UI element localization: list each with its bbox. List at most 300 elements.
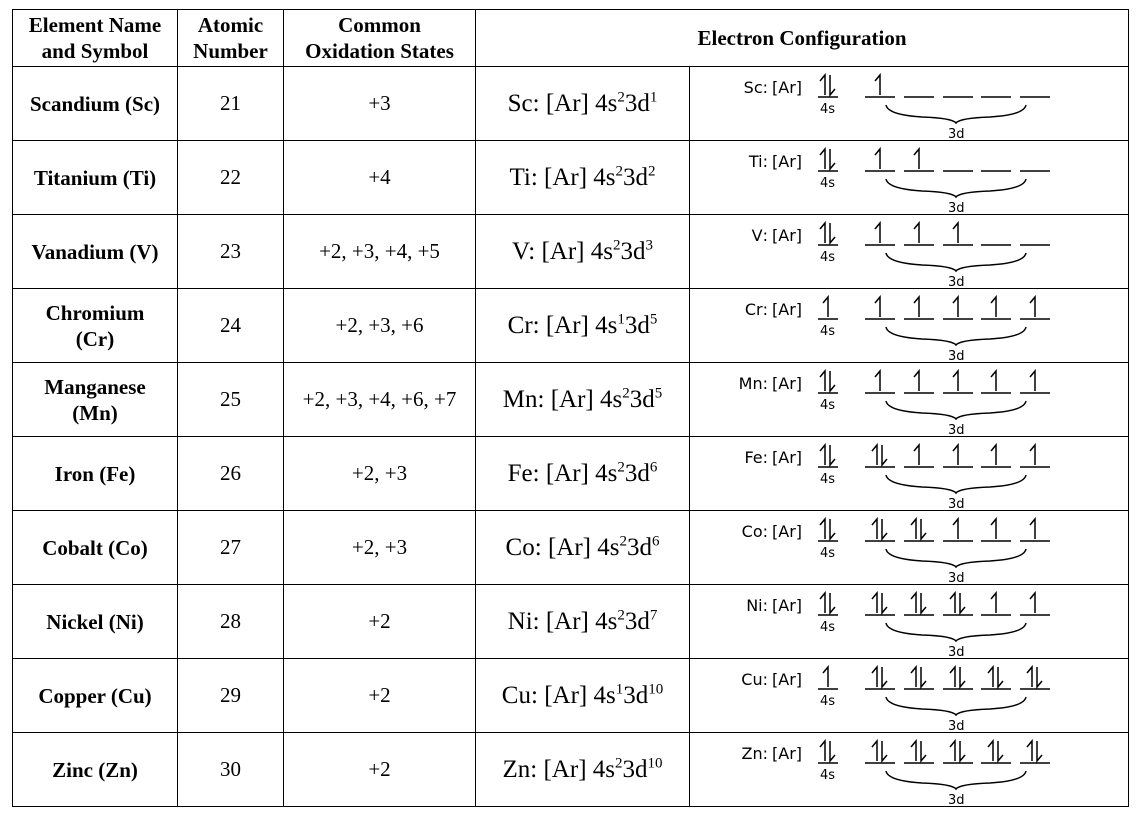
orbital-diagram-cell bbox=[690, 585, 1129, 659]
brace-3d bbox=[886, 623, 1026, 641]
orbital-3d bbox=[1020, 667, 1050, 689]
diagram-core: [Ar] bbox=[772, 226, 803, 245]
electron-up-arrow bbox=[875, 149, 880, 169]
electron-down-arrow bbox=[830, 445, 835, 465]
atomic-number: 23 bbox=[178, 215, 284, 289]
electron-up-arrow bbox=[875, 75, 880, 95]
orbital-3d bbox=[981, 519, 1011, 541]
brace-3d bbox=[886, 105, 1026, 123]
config-symbol: Cu bbox=[501, 681, 531, 709]
electron-down-arrow bbox=[960, 667, 965, 687]
orbital-3d bbox=[943, 741, 973, 763]
electron-up-arrow bbox=[820, 741, 825, 761]
element-row bbox=[13, 511, 1129, 585]
element-name bbox=[13, 511, 178, 585]
oxidation-states: +2 bbox=[284, 585, 476, 659]
diagram-symbol: Zn bbox=[741, 744, 763, 763]
electron-up-arrow bbox=[823, 667, 828, 687]
electron-up-arrow bbox=[823, 297, 828, 317]
electron-up-arrow bbox=[953, 297, 958, 317]
orbital-4s bbox=[818, 667, 838, 689]
element-name bbox=[13, 659, 178, 733]
config-s-count: 2 bbox=[622, 385, 630, 402]
diagram-core: [Ar] bbox=[772, 152, 803, 171]
electron-up-arrow bbox=[991, 297, 996, 317]
config-core: [Ar] bbox=[545, 459, 589, 487]
electron-up-arrow bbox=[1027, 667, 1032, 687]
label-3d: 3d bbox=[948, 571, 965, 583]
electron-up-arrow bbox=[953, 223, 958, 243]
orbital-3d bbox=[1020, 297, 1050, 319]
label-3d: 3d bbox=[948, 793, 965, 805]
orbital-4s bbox=[818, 75, 838, 97]
electron-down-arrow bbox=[921, 519, 926, 539]
electron-up-arrow bbox=[820, 519, 825, 539]
orbital-diagram bbox=[690, 437, 1127, 509]
oxidation-states: +2, +3, +6 bbox=[284, 289, 476, 363]
orbital-diagram-cell bbox=[690, 215, 1129, 289]
element-name bbox=[13, 363, 178, 437]
orbital-4s bbox=[818, 371, 838, 393]
config-symbol: Sc bbox=[507, 89, 533, 117]
electron-down-arrow bbox=[998, 667, 1003, 687]
config-symbol: V bbox=[512, 237, 529, 265]
oxidation-states: +3 bbox=[284, 67, 476, 141]
electron-up-arrow bbox=[914, 149, 919, 169]
header-line: Atomic bbox=[197, 13, 264, 37]
orbital-diagram bbox=[690, 289, 1127, 361]
brace-3d bbox=[886, 401, 1026, 419]
element-name-line: Vanadium (V) bbox=[31, 239, 159, 264]
diagram-symbol: Cr bbox=[744, 300, 763, 319]
electron-up-arrow bbox=[953, 371, 958, 391]
label-4s: 4s bbox=[820, 398, 836, 413]
electron-up-arrow bbox=[872, 445, 877, 465]
orbital-diagram-cell bbox=[690, 67, 1129, 141]
label-3d: 3d bbox=[948, 423, 965, 435]
config-core: [Ar] bbox=[545, 89, 589, 117]
header-line: Common bbox=[338, 13, 421, 37]
orbital-3d bbox=[981, 741, 1011, 763]
orbital-diagram bbox=[690, 141, 1127, 213]
label-3d: 3d bbox=[948, 719, 965, 731]
atomic-number: 30 bbox=[178, 733, 284, 807]
orbital-3d bbox=[865, 75, 895, 97]
label-3d: 3d bbox=[948, 275, 965, 287]
electron-down-arrow bbox=[882, 741, 887, 761]
diagram-symbol: Cu bbox=[741, 670, 763, 689]
diagram-symbol: V bbox=[751, 226, 763, 245]
electron-up-arrow bbox=[950, 741, 955, 761]
electron-up-arrow bbox=[911, 519, 916, 539]
orbital-diagram-cell bbox=[690, 289, 1129, 363]
config-s-count: 2 bbox=[615, 755, 623, 772]
electron-down-arrow bbox=[960, 593, 965, 613]
config-d-count: 10 bbox=[648, 681, 664, 698]
diagram-symbol: Mn bbox=[738, 374, 763, 393]
element-name bbox=[13, 67, 178, 141]
diagram-symbol: Ni bbox=[746, 596, 763, 615]
label-3d: 3d bbox=[948, 645, 965, 657]
orbital-3d bbox=[865, 371, 895, 393]
config-d-count: 2 bbox=[648, 163, 656, 180]
config-core: [Ar] bbox=[545, 311, 589, 339]
header-row bbox=[13, 10, 1129, 67]
orbital-3d bbox=[1020, 519, 1050, 541]
orbital-4s bbox=[818, 445, 838, 467]
orbital-3d bbox=[904, 223, 934, 245]
brace-3d bbox=[886, 549, 1026, 567]
label-4s: 4s bbox=[820, 694, 836, 709]
electron-up-arrow bbox=[991, 371, 996, 391]
config-core: [Ar] bbox=[547, 533, 591, 561]
orbital-4s bbox=[818, 741, 838, 763]
config-d-count: 5 bbox=[654, 385, 663, 402]
element-name-line: Copper (Cu) bbox=[38, 683, 152, 708]
orbital-diagram-cell bbox=[690, 363, 1129, 437]
element-row bbox=[13, 215, 1129, 289]
diagram-colon: : bbox=[762, 226, 768, 245]
atomic-number: 27 bbox=[178, 511, 284, 585]
electron-up-arrow bbox=[988, 667, 993, 687]
oxidation-states: +4 bbox=[284, 141, 476, 215]
config-symbol: Mn bbox=[502, 385, 538, 413]
electron-down-arrow bbox=[830, 741, 835, 761]
diagram-colon: : bbox=[762, 522, 768, 541]
electron-up-arrow bbox=[991, 445, 996, 465]
electron-up-arrow bbox=[820, 593, 825, 613]
config-core: [Ar] bbox=[550, 385, 594, 413]
electron-down-arrow bbox=[960, 741, 965, 761]
orbital-diagram-cell bbox=[690, 511, 1129, 585]
element-name-line: Chromium bbox=[45, 300, 145, 325]
orbital-diagram bbox=[690, 67, 1127, 139]
orbital-diagram-cell bbox=[690, 437, 1129, 511]
orbital-3d bbox=[943, 223, 973, 245]
electron-down-arrow bbox=[830, 75, 835, 95]
electron-up-arrow bbox=[914, 371, 919, 391]
orbital-diagram bbox=[690, 659, 1127, 731]
element-name bbox=[13, 733, 178, 807]
orbital-3d bbox=[943, 593, 973, 615]
label-4s: 4s bbox=[820, 768, 836, 783]
diagram-core: [Ar] bbox=[772, 300, 803, 319]
orbital-3d bbox=[981, 297, 1011, 319]
config-symbol: Cr bbox=[507, 311, 533, 339]
orbital-4s bbox=[818, 297, 838, 319]
config-s-count: 2 bbox=[612, 237, 621, 254]
config-d-count: 3 bbox=[645, 237, 653, 254]
element-name-line: Titanium (Ti) bbox=[33, 165, 157, 190]
element-row bbox=[13, 363, 1129, 437]
orbital-3d bbox=[865, 223, 895, 245]
orbital-diagram-cell bbox=[690, 659, 1129, 733]
electron-up-arrow bbox=[1030, 445, 1035, 465]
oxidation-states: +2, +3 bbox=[284, 437, 476, 511]
electron-down-arrow bbox=[830, 223, 835, 243]
label-4s: 4s bbox=[820, 324, 836, 339]
orbital-diagram bbox=[690, 511, 1127, 583]
oxidation-states: +2, +3 bbox=[284, 511, 476, 585]
electron-up-arrow bbox=[820, 75, 825, 95]
electron-configuration-text: Mn: [Ar] $4s^23d^5$ bbox=[476, 363, 690, 437]
atomic-number: 29 bbox=[178, 659, 284, 733]
orbital-3d bbox=[943, 445, 973, 467]
header-line: Oxidation States bbox=[305, 39, 454, 63]
electron-configuration-text: Cu: [Ar] $4s^13d^{10}$ bbox=[476, 659, 690, 733]
orbital-3d bbox=[904, 445, 934, 467]
config-d-count: 5 bbox=[649, 311, 658, 328]
config-s-count: 2 bbox=[617, 89, 625, 106]
orbital-3d bbox=[1020, 741, 1050, 763]
electron-down-arrow bbox=[882, 445, 887, 465]
electron-up-arrow bbox=[911, 667, 916, 687]
diagram-colon: : bbox=[762, 744, 768, 763]
orbital-3d bbox=[943, 297, 973, 319]
element-row bbox=[13, 437, 1129, 511]
orbital-3d bbox=[981, 445, 1011, 467]
label-4s: 4s bbox=[820, 250, 836, 265]
diagram-colon: : bbox=[762, 78, 768, 97]
orbital-4s bbox=[818, 593, 838, 615]
label-3d: 3d bbox=[948, 497, 965, 509]
orbital-3d bbox=[865, 445, 895, 467]
electron-up-arrow bbox=[991, 593, 996, 613]
electron-up-arrow bbox=[991, 519, 996, 539]
electron-up-arrow bbox=[953, 519, 958, 539]
config-symbol: Zn bbox=[502, 755, 531, 783]
electron-down-arrow bbox=[921, 667, 926, 687]
electron-down-arrow bbox=[830, 519, 835, 539]
orbital-4s bbox=[818, 149, 838, 171]
element-name bbox=[13, 437, 178, 511]
brace-3d bbox=[886, 253, 1026, 271]
atomic-number: 26 bbox=[178, 437, 284, 511]
electron-up-arrow bbox=[875, 297, 880, 317]
config-s-count: 2 bbox=[619, 533, 627, 550]
electron-up-arrow bbox=[1030, 371, 1035, 391]
element-row bbox=[13, 67, 1129, 141]
electron-up-arrow bbox=[872, 593, 877, 613]
electron-up-arrow bbox=[1027, 741, 1032, 761]
electron-up-arrow bbox=[875, 371, 880, 391]
config-symbol: Ti bbox=[509, 163, 531, 191]
config-d-count: 6 bbox=[649, 459, 658, 476]
electron-configuration-text: Fe: [Ar] $4s^23d^6$ bbox=[476, 437, 690, 511]
element-name-line: (Cr) bbox=[75, 326, 115, 351]
atomic-number: 28 bbox=[178, 585, 284, 659]
diagram-colon: : bbox=[762, 152, 768, 171]
orbital-diagram bbox=[690, 585, 1127, 657]
electron-up-arrow bbox=[914, 223, 919, 243]
orbital-diagram bbox=[690, 733, 1127, 805]
atomic-number: 21 bbox=[178, 67, 284, 141]
electron-configuration-text: Cr: [Ar] $4s^13d^5$ bbox=[476, 289, 690, 363]
orbital-3d bbox=[981, 371, 1011, 393]
config-d-count: 10 bbox=[647, 755, 663, 772]
header-line: and Symbol bbox=[41, 39, 149, 63]
element-name bbox=[13, 141, 178, 215]
orbital-3d bbox=[904, 519, 934, 541]
orbital-4s bbox=[818, 223, 838, 245]
orbital-diagram-cell bbox=[690, 733, 1129, 807]
element-row bbox=[13, 733, 1129, 807]
config-symbol: Co bbox=[505, 533, 535, 561]
config-d-count: 6 bbox=[651, 533, 660, 550]
electron-up-arrow bbox=[950, 667, 955, 687]
orbital-4s bbox=[818, 519, 838, 541]
label-4s: 4s bbox=[820, 102, 836, 117]
orbital-3d bbox=[865, 149, 895, 171]
transition-metals-table bbox=[12, 9, 1129, 807]
orbital-3d bbox=[865, 519, 895, 541]
element-name-line: Scandium (Sc) bbox=[29, 91, 161, 116]
oxidation-states: +2, +3, +4, +6, +7 bbox=[284, 363, 476, 437]
element-row bbox=[13, 141, 1129, 215]
orbital-3d bbox=[943, 667, 973, 689]
brace-3d bbox=[886, 697, 1026, 715]
header-element-name bbox=[13, 10, 178, 67]
diagram-colon: : bbox=[762, 596, 768, 615]
orbital-3d bbox=[1020, 445, 1050, 467]
orbital-3d bbox=[865, 593, 895, 615]
header-atomic-number bbox=[178, 10, 284, 67]
brace-3d bbox=[886, 179, 1026, 197]
electron-up-arrow bbox=[1030, 593, 1035, 613]
label-4s: 4s bbox=[820, 472, 836, 487]
label-4s: 4s bbox=[820, 546, 836, 561]
config-d-count: 1 bbox=[649, 89, 658, 106]
electron-up-arrow bbox=[988, 741, 993, 761]
electron-up-arrow bbox=[875, 223, 880, 243]
header-oxidation-states bbox=[284, 10, 476, 67]
element-name-line: (Mn) bbox=[72, 400, 118, 425]
oxidation-states: +2, +3, +4, +5 bbox=[284, 215, 476, 289]
electron-down-arrow bbox=[921, 741, 926, 761]
electron-down-arrow bbox=[1037, 667, 1042, 687]
electron-down-arrow bbox=[882, 593, 887, 613]
orbital-3d bbox=[943, 519, 973, 541]
electron-down-arrow bbox=[830, 593, 835, 613]
element-row bbox=[13, 659, 1129, 733]
electron-configuration-text: Co: [Ar] $4s^23d^6$ bbox=[476, 511, 690, 585]
electron-up-arrow bbox=[953, 445, 958, 465]
orbital-3d bbox=[943, 371, 973, 393]
orbital-3d bbox=[904, 297, 934, 319]
diagram-symbol: Sc bbox=[743, 78, 763, 97]
brace-3d bbox=[886, 475, 1026, 493]
electron-configuration-text: V: [Ar] $4s^23d^3$ bbox=[476, 215, 690, 289]
element-name-line: Zinc (Zn) bbox=[52, 757, 138, 782]
atomic-number: 22 bbox=[178, 141, 284, 215]
atomic-number: 25 bbox=[178, 363, 284, 437]
orbital-diagram-cell bbox=[690, 141, 1129, 215]
diagram-colon: : bbox=[762, 670, 768, 689]
electron-up-arrow bbox=[911, 593, 916, 613]
element-name-line: Iron (Fe) bbox=[54, 461, 136, 486]
electron-up-arrow bbox=[820, 371, 825, 391]
electron-up-arrow bbox=[1030, 519, 1035, 539]
diagram-core: [Ar] bbox=[772, 522, 803, 541]
electron-up-arrow bbox=[820, 223, 825, 243]
diagram-core: [Ar] bbox=[772, 448, 803, 467]
config-s-count: 1 bbox=[617, 311, 625, 328]
label-4s: 4s bbox=[820, 176, 836, 191]
orbital-3d bbox=[904, 371, 934, 393]
config-s-count: 2 bbox=[615, 163, 624, 180]
diagram-symbol: Ti bbox=[748, 152, 763, 171]
orbital-3d bbox=[904, 667, 934, 689]
brace-3d bbox=[886, 327, 1026, 345]
electron-up-arrow bbox=[1030, 297, 1035, 317]
electron-configuration-text: Zn: [Ar] $4s^23d^{10}$ bbox=[476, 733, 690, 807]
oxidation-states: +2 bbox=[284, 733, 476, 807]
orbital-diagram bbox=[690, 363, 1127, 435]
diagram-symbol: Fe bbox=[744, 448, 763, 467]
oxidation-states: +2 bbox=[284, 659, 476, 733]
diagram-colon: : bbox=[762, 374, 768, 393]
electron-up-arrow bbox=[914, 445, 919, 465]
atomic-number: 24 bbox=[178, 289, 284, 363]
diagram-symbol: Co bbox=[741, 522, 763, 541]
electron-up-arrow bbox=[820, 149, 825, 169]
diagram-colon: : bbox=[762, 448, 768, 467]
config-core: [Ar] bbox=[544, 163, 588, 191]
electron-up-arrow bbox=[911, 741, 916, 761]
label-3d: 3d bbox=[948, 127, 965, 139]
electron-down-arrow bbox=[882, 667, 887, 687]
element-name-line: Cobalt (Co) bbox=[42, 535, 148, 560]
electron-down-arrow bbox=[998, 741, 1003, 761]
config-core: [Ar] bbox=[543, 755, 587, 783]
config-s-count: 1 bbox=[615, 681, 624, 698]
label-3d: 3d bbox=[948, 349, 965, 361]
electron-down-arrow bbox=[830, 371, 835, 391]
orbital-3d bbox=[981, 593, 1011, 615]
diagram-core: [Ar] bbox=[772, 374, 803, 393]
label-4s: 4s bbox=[820, 620, 836, 635]
element-name bbox=[13, 215, 178, 289]
element-name-line: Manganese bbox=[44, 374, 146, 399]
config-symbol: Ni bbox=[507, 607, 533, 635]
element-row bbox=[13, 289, 1129, 363]
electron-up-arrow bbox=[820, 445, 825, 465]
electron-configuration-text: Ti: [Ar] $4s^23d^2$ bbox=[476, 141, 690, 215]
electron-down-arrow bbox=[1037, 741, 1042, 761]
config-s-count: 2 bbox=[617, 607, 625, 624]
config-core: [Ar] bbox=[541, 237, 585, 265]
electron-up-arrow bbox=[950, 593, 955, 613]
orbital-3d bbox=[1020, 371, 1050, 393]
orbital-3d bbox=[865, 667, 895, 689]
header-electron-configuration: Electron Configuration bbox=[476, 10, 1129, 67]
config-d-count: 7 bbox=[649, 607, 658, 624]
label-3d: 3d bbox=[948, 201, 965, 213]
electron-down-arrow bbox=[830, 149, 835, 169]
electron-configuration-text: Sc: [Ar] $4s^23d^1$ bbox=[476, 67, 690, 141]
diagram-core: [Ar] bbox=[772, 744, 803, 763]
config-s-count: 2 bbox=[617, 459, 625, 476]
diagram-core: [Ar] bbox=[772, 78, 803, 97]
brace-3d bbox=[886, 771, 1026, 789]
orbital-3d bbox=[904, 741, 934, 763]
config-core: [Ar] bbox=[545, 607, 589, 635]
electron-down-arrow bbox=[921, 593, 926, 613]
electron-up-arrow bbox=[872, 519, 877, 539]
diagram-colon: : bbox=[762, 300, 768, 319]
element-name bbox=[13, 585, 178, 659]
orbital-3d bbox=[1020, 593, 1050, 615]
